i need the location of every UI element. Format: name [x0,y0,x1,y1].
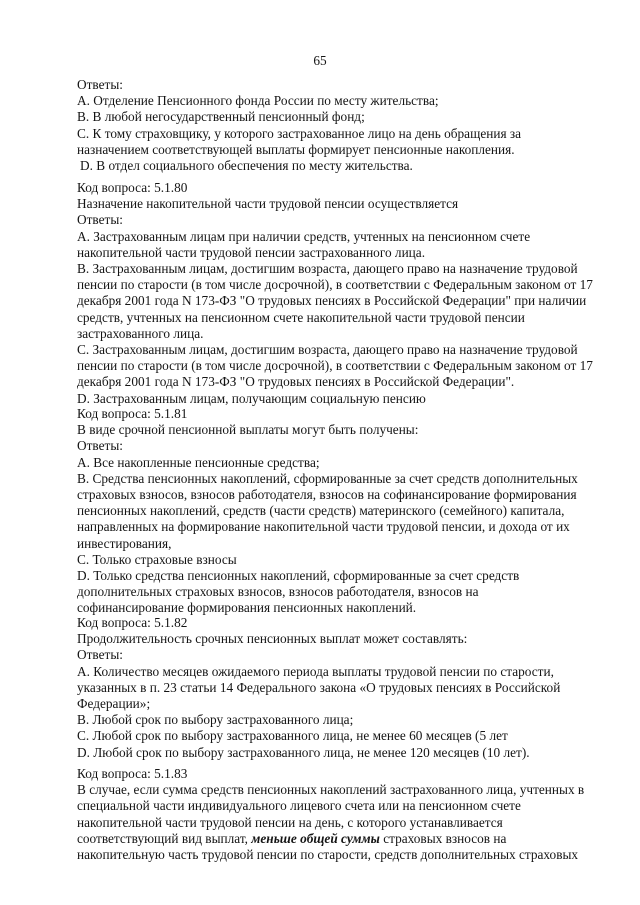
answer-line: А. Все накопленные пенсионные средства; [77,454,320,470]
answer-line: В. Средства пенсионных накоплений, сформированные за счет средств дополнительных [77,470,578,486]
question-code: Код вопроса: 5.1.81 [77,406,188,421]
answer-line: софинансирование формирования пенсионных накоплений. [77,600,417,616]
answer-line: А. Количество месяцев ожидаемого периода выплаты трудовой пенсии по старости, [77,663,554,679]
answer-line: декабря 2001 года N 173-ФЗ "О трудовых пенсиях в Российской Федерации" при наличии [77,293,587,309]
answer-line: средств, учтенных на пенсионном счете накопительной части трудовой пенсии [77,309,525,325]
answer-line: А. Застрахованным лицам при наличии средств, учтенных на пенсионном счете [77,228,531,244]
answer-line: пенсии по старости (в том числе досрочной), в соответствии с Федеральным законом от 17 [77,358,593,374]
question-5-1-83 [77,766,585,863]
answer-line: С. К тому страховщику, у которого застрахованное лицо на день обращения за [77,125,522,141]
text-segment: соответствующий вид выплат, [77,830,252,846]
emphasized-text: меньше общей суммы [251,830,380,846]
answer-line: D. Только средства пенсионных накоплений, сформированные за счет средств [77,568,520,584]
answer-line: Федерации»; [77,696,151,712]
question-5-1-81 [77,406,577,617]
page-number: 65 [313,53,327,68]
question-text-line: В случае, если сумма средств пенсионных накоплений застрахованного лица, учтенных в [77,782,585,798]
answer-line: D. Любой срок по выбору застрахованного лица, не менее 120 месяцев (10 лет). [77,744,530,760]
answer-line: D. Застрахованным лицам, получающим социальную пенсию [77,390,426,406]
question-code: Код вопроса: 5.1.80 [77,180,188,195]
answer-line: пенсионных накоплений, средств (части средств) материнского (семейного) капитала, [77,503,565,519]
answer-line: дополнительных страховых взносов, взносов работодателя, взносов на [77,584,479,600]
answer-line: страховых взносов, взносов работодателя, взносов на софинансирование формирования [77,487,577,503]
answer-line: В. Любой срок по выбору застрахованного лица; [77,712,354,728]
answer-line: направленных на формирование накопительной части трудовой пенсии, и дохода от их [77,519,570,535]
answer-line: В. Застрахованным лицам, достигшим возраста, дающего право на назначение трудовой [77,261,578,277]
answer-line: застрахованного лица. [77,325,204,341]
question-code: Код вопроса: 5.1.83 [77,766,188,781]
answer-line: С. Застрахованным лицам, достигшим возраста, дающего право на назначение трудовой [77,342,578,358]
answer-line: инвестирования, [77,535,172,551]
answer-line: указанных в п. 23 статьи 14 Федерального закона «О трудовых пенсиях в Российской [77,679,561,695]
answer-line: С. Любой срок по выбору застрахованного лица, не менее 60 месяцев (5 лет [77,728,508,744]
answer-line: накопительной части трудовой пенсии застрахованного лица. [77,244,426,260]
question-text: Продолжительность срочных пенсионных выплат может составлять: [77,631,468,647]
answers-label: Ответы: [77,438,123,454]
question-text-line: накопительную часть трудовой пенсии по старости, средств дополнительных страховых [77,847,579,863]
answer-line: назначением соответствующей выплаты формирует пенсионные накопления. [77,141,515,157]
answer-line: С. Только страховые взносы [77,551,237,567]
question-5-1-82 [77,615,577,761]
answer-line: декабря 2001 года N 173-ФЗ "О трудовых пенсиях в Российской Федерации". [77,374,515,390]
answer-line: пенсии по старости (в том числе досрочной), в соответствии с Федеральным законом от 17 [77,277,593,293]
answers-label: Ответы: [77,212,123,228]
question-5-1-80 [77,180,593,407]
text-segment: страховых взносов на [379,830,507,846]
answer-line: D. В отдел социального обеспечения по месту жительства. [80,158,413,174]
question-text: Назначение накопительной части трудовой пенсии осуществляется [77,196,459,212]
answers-label: Ответы: [77,647,123,663]
answer-line: А. Отделение Пенсионного фонда России по месту жительства; [77,93,439,109]
question-text: В виде срочной пенсионной выплаты могут быть получены: [77,422,419,438]
question-text-line [77,831,577,847]
question-text-line: накопительной части трудовой пенсии на день, с которого устанавливается [77,814,503,830]
question-code: Код вопроса: 5.1.82 [77,615,188,630]
answers-block-prev [77,77,577,174]
answer-line: В. В любой негосударственный пенсионный фонд; [77,109,365,125]
question-text-line: специальной части индивидуального лицевого счета или на пенсионном счете [77,798,521,814]
answers-label: Ответы: [77,77,123,92]
